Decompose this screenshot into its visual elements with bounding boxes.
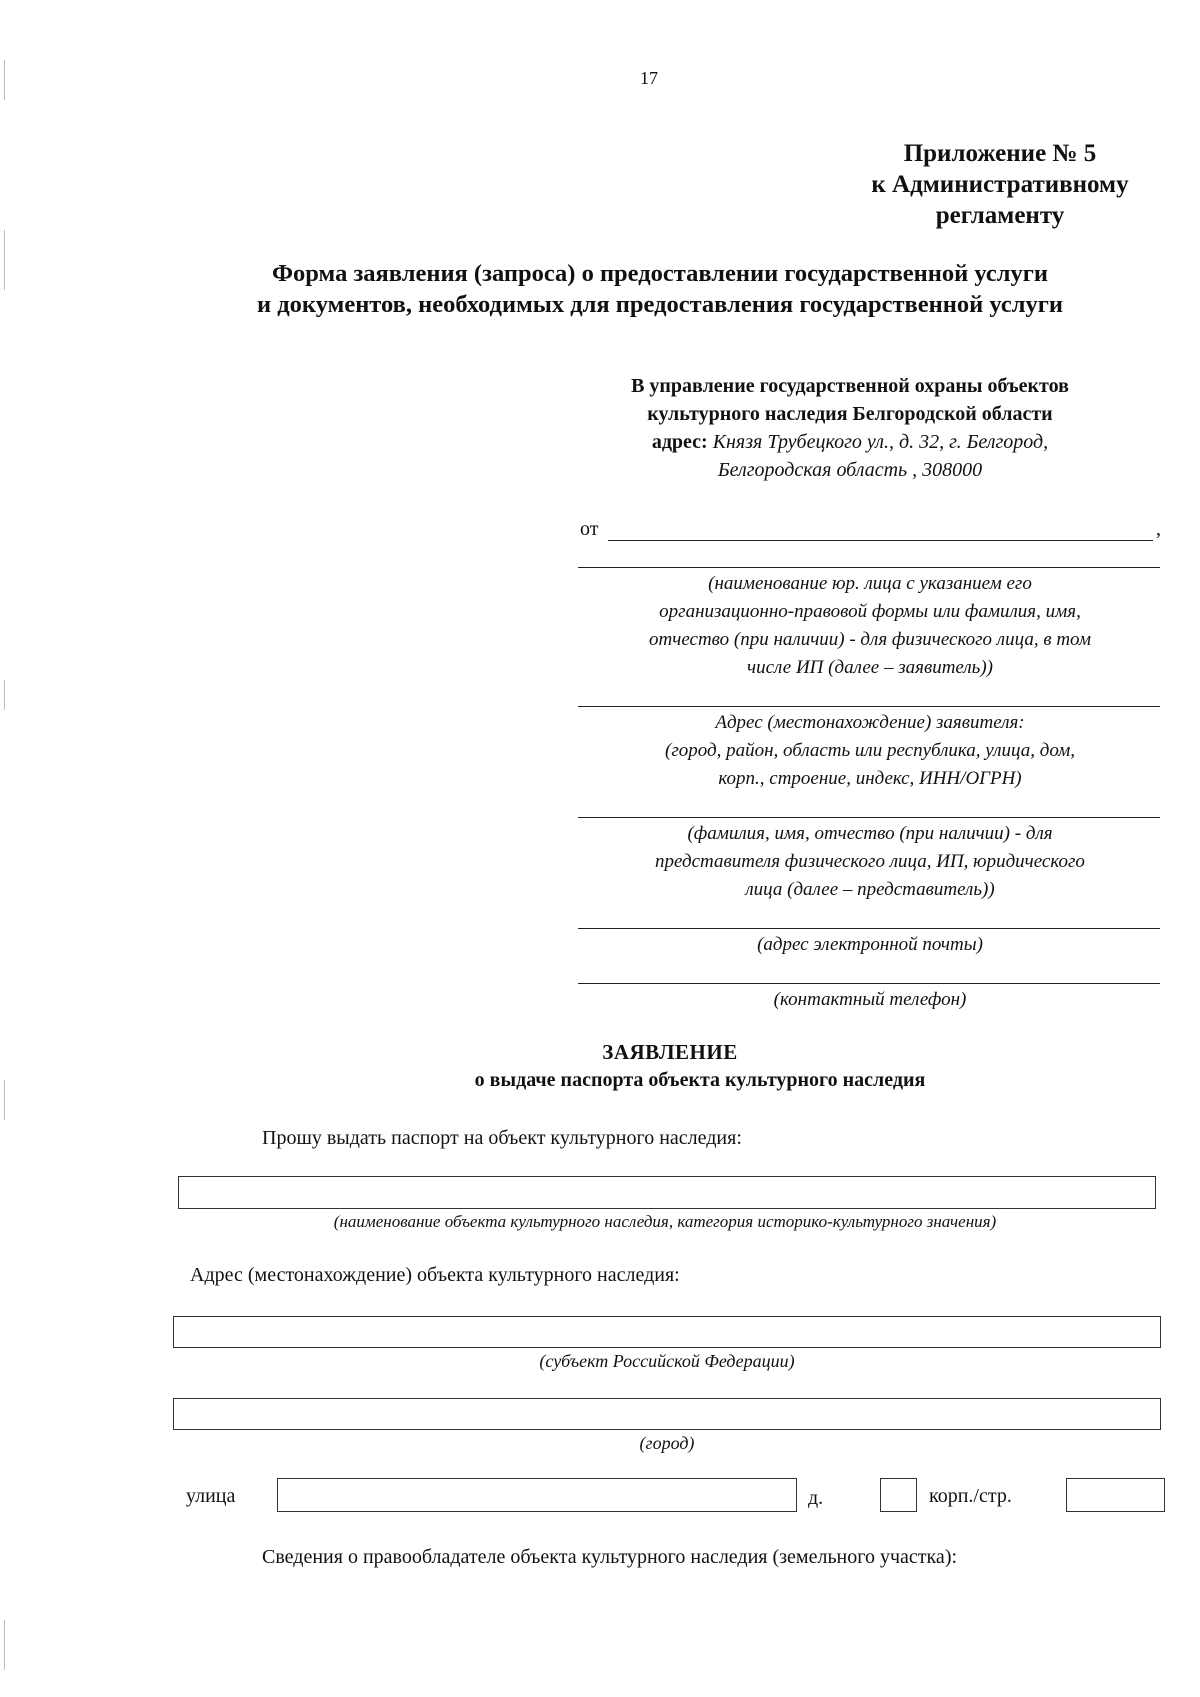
street-field[interactable] [277,1478,797,1512]
representative-line[interactable] [578,817,1160,818]
representative-caption-line: представителя физического лица, ИП, юридического [655,851,1085,872]
building-label: корп./стр. [929,1485,1012,1507]
scan-margin-mark [4,1620,5,1670]
building-number-field[interactable] [1066,1478,1165,1512]
subject-caption: (субъект Российской Федерации) [539,1351,795,1371]
form-title-line-1: Форма заявления (запроса) о предоставлении государственной услуги [272,260,1048,287]
applicant-caption [570,570,1170,682]
phone-caption: (контактный телефон) [773,989,967,1010]
request-text: Прошу выдать паспорт на объект культурного наследия: [262,1127,742,1149]
from-comma: , [1156,518,1161,540]
object-name-caption: (наименование объекта культурного наследия, категория историко-культурного значения) [333,1212,997,1231]
phone-line[interactable] [578,983,1160,984]
city-field[interactable] [173,1398,1161,1430]
city-caption: (город) [639,1433,695,1453]
applicant-address-caption-line: (город, район, область или республика, улица, дом, [665,740,1075,761]
subject-field[interactable] [173,1316,1161,1348]
applicant-caption-line: отчество (при наличии) - для физического лица, в том [649,629,1091,650]
representative-caption [570,820,1170,904]
recipient-block [560,372,1140,484]
from-label: от [580,518,599,540]
recipient-line-1: В управление государственной охраны объектов [631,375,1069,397]
applicant-name-line[interactable] [608,540,1153,541]
appendix-block [840,138,1160,231]
scan-margin-mark [4,230,5,290]
applicant-name-line-2[interactable] [578,567,1160,568]
representative-caption-line: лица (далее – представитель)) [745,879,995,900]
form-title [160,258,1160,320]
recipient-line-2: культурного наследия Белгородской области [647,403,1053,425]
street-label: улица [186,1485,236,1507]
recipient-address-value: Князя Трубецкого ул., д. 32, г. Белгород, [712,431,1049,453]
applicant-caption-line: организационно-правовой формы или фамилия, имя, [659,601,1081,622]
appendix-line-3: регламенту [935,202,1065,229]
scan-margin-mark [4,1080,5,1120]
representative-caption-line: (фамилия, имя, отчество (при наличии) - для [687,823,1053,844]
appendix-line-1: Приложение № 5 [903,140,1097,167]
page-number: 17 [640,68,658,88]
applicant-address-caption-line: Адрес (местонахождение) заявителя: [715,712,1025,733]
applicant-address-line[interactable] [578,706,1160,707]
recipient-address-label: адрес: [651,431,708,453]
recipient-address-line-2: Белгородская область , 308000 [717,459,983,481]
object-address-label: Адрес (местонахождение) объекта культурного наследия: [190,1264,680,1286]
email-line[interactable] [578,928,1160,929]
recipient-address [560,428,1140,456]
applicant-caption-line: (наименование юр. лица с указанием его [708,573,1032,594]
house-number-field[interactable] [880,1478,917,1512]
object-name-field[interactable] [178,1176,1156,1209]
scan-margin-mark [4,60,5,100]
applicant-address-caption [570,709,1170,793]
statement-subtitle: о выдаче паспорта объекта культурного наследия [474,1069,926,1091]
statement-title: ЗАЯВЛЕНИЕ [602,1040,738,1064]
applicant-address-caption-line: корп., строение, индекс, ИНН/ОГРН) [718,768,1022,789]
appendix-line-2: к Административному [871,171,1129,198]
applicant-caption-line: числе ИП (далее – заявитель)) [747,657,993,678]
email-caption: (адрес электронной почты) [757,934,983,955]
house-label: д. [808,1487,824,1509]
owner-info-label: Сведения о правообладателе объекта культурного наследия (земельного участка): [262,1546,958,1568]
scan-margin-mark [4,680,5,710]
form-title-line-2: и документов, необходимых для предоставления государственной услуги [257,291,1063,318]
